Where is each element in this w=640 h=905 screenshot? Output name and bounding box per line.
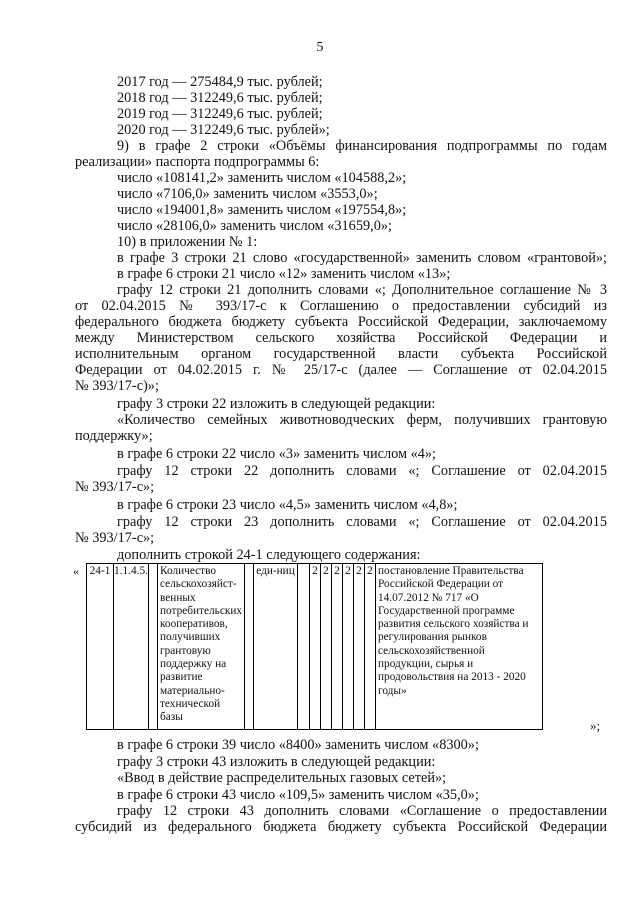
text-line: № 393/17-с»; [75,530,155,546]
text-line: 10) в приложении № 1: [117,234,258,250]
text-line: дополнить строкой 24-1 следующего содержания: [117,547,421,563]
table-close-quote: »; [590,718,601,733]
page-number: 5 [316,40,324,55]
text-line: № 393/17-с)»; [75,378,159,394]
value-cell: 2 [332,564,343,730]
text-line: в графе 6 строки 23 число «4,5» заменить числом «4,8»; [117,497,458,513]
value-cell: 2 [343,564,354,730]
text-line: субсидий из федерального бюджета бюджету субъекта Российской Федерации [75,819,607,835]
text-line: графу 3 строки 43 изложить в следующей редакции: [117,754,436,770]
text-line: Федерации от 04.02.2015 г. № 25/17-с (далее — Соглашение от 02.04.2015 [75,362,607,378]
text-line: исполнительным органом государственной власти субъекта Российской [75,346,607,362]
unit-cell: еди-ниц [254,564,298,730]
text-line: 9) в графе 2 строки «Объёмы финансирования подпрограммы по годам [117,138,607,154]
text-line: графу 3 строки 22 изложить в следующей редакции: [117,396,436,412]
text-line: число «7106,0» заменить числом «3553,0»; [117,186,378,202]
text-line: федерального бюджета бюджету субъекта Российской Федерации, заключаемому [75,314,607,330]
text-line: «Количество семейных животноводческих ферм, получивших грантовую [117,412,607,428]
value-cell: 2 [310,564,321,730]
text-line: графу 12 строки 22 дополнить словами «; Соглашение от 02.04.2015 [117,463,607,479]
text-line: 2020 год — 312249,6 тыс. рублей»; [117,122,330,138]
row-code-cell: 1.1.4.5. [114,564,149,730]
source-cell: постановление Правительства Российской Федерации от 14.07.2012 № 717 «О Государственной программе развития сельского хозяйства и регулирования рынков сельскохозяйственной продукции, сырья и продовольствия на 2013 - 2020 годы» [376,564,543,730]
text-line: в графе 3 строки 21 слово «государственной» заменить словом «грантовой»; [117,250,607,266]
text-line: 2019 год — 312249,6 тыс. рублей; [117,106,323,122]
text-line: реализации» паспорта подпрограммы 6: [75,154,320,170]
value-cell: 2 [365,564,376,730]
text-line: «Ввод в действие распределительных газовых сетей»; [117,770,447,786]
text-line: 2018 год — 312249,6 тыс. рублей; [117,90,323,106]
text-line: графу 12 строки 21 дополнить словами «; Дополнительное соглашение № 3 [117,282,607,298]
text-line: число «28106,0» заменить числом «31659,0»; [117,218,392,234]
inserted-table-row [86,563,543,730]
empty-cell [298,564,310,730]
text-line: от 02.04.2015 № 393/17-с к Соглашению о предоставлении субсидий из [75,298,607,314]
text-line: между Министерством сельского хозяйства Российской Федерации и [75,330,607,346]
value-cell: 2 [321,564,332,730]
text-line: в графе 6 строки 39 число «8400» заменить числом «8300»; [117,737,479,753]
text-line: в графе 6 строки 21 число «12» заменить числом «13»; [117,266,451,282]
text-line: число «194001,8» заменить числом «197554,8»; [117,202,407,218]
text-line: поддержку»; [75,428,153,444]
text-line: в графе 6 строки 43 число «109,5» заменить числом «35,0»; [117,787,479,803]
text-line: число «108141,2» заменить числом «104588,2»; [117,170,407,186]
value-cell: 2 [354,564,365,730]
text-line: 2017 год — 275484,9 тыс. рублей; [117,74,323,90]
table-open-quote: « [73,564,79,578]
indicator-name-cell: Количество сельскохозяйст-венных потребительских кооперативов, получивших грантовую поддержку на развитие материально-технической базы [158,564,245,730]
text-line: в графе 6 строки 22 число «3» заменить числом «4»; [117,446,437,462]
empty-cell [149,564,158,730]
text-line: графу 12 строки 23 дополнить словами «; Соглашение от 02.04.2015 [117,514,607,530]
empty-cell [245,564,254,730]
row-number-cell: 24-1 [87,564,114,730]
text-line: № 393/17-с»; [75,479,155,495]
text-line: графу 12 строки 43 дополнить словами «Соглашение о предоставлении [117,803,607,819]
